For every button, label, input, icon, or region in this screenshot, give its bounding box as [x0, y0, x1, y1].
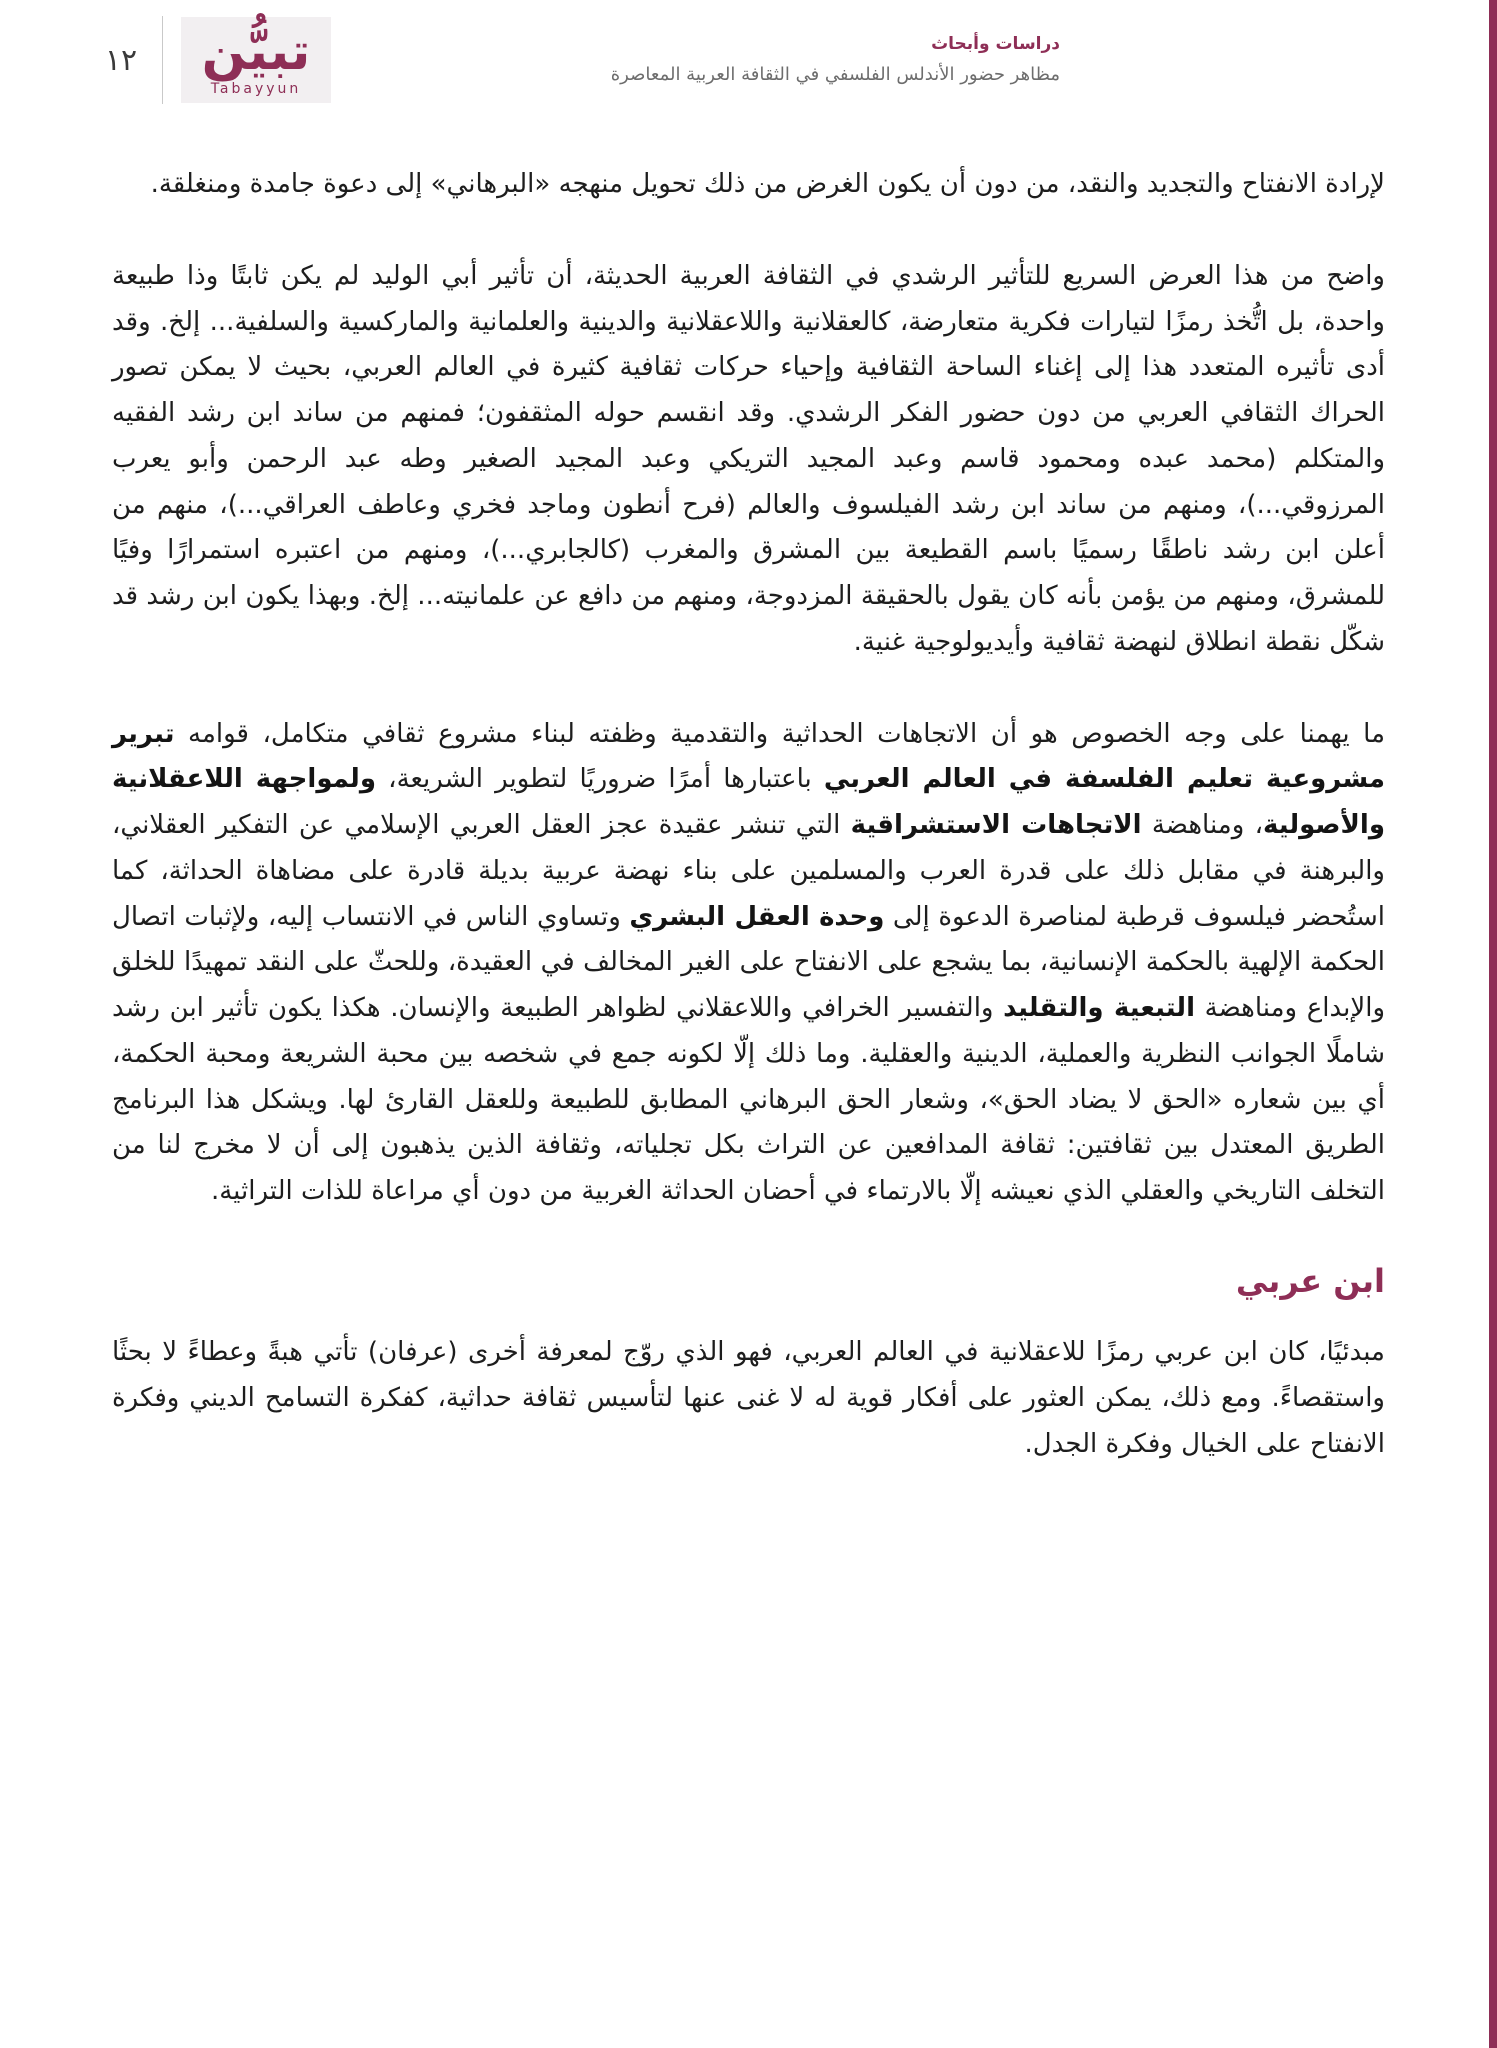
emphasized-text: الاتجاهات الاستشراقية — [850, 810, 1142, 840]
page-edge-accent-bar — [1489, 0, 1497, 2048]
section-heading-ibn-arabi: ابن عربي — [1235, 1261, 1385, 1300]
body-text: لإرادة الانفتاح والتجديد والنقد، من دون أن يكون الغرض من ذلك تحويل منهجه «البرهاني» إلى دعوة جامدة ومنغلقة. — [150, 169, 1385, 199]
section-label: دراسات وأبحاث — [931, 34, 1060, 54]
logo-latin-text: Tabayyun — [210, 81, 302, 98]
paragraph — [112, 162, 1385, 208]
header-left — [98, 16, 331, 104]
emphasized-text: التبعية والتقليد — [1003, 993, 1195, 1023]
journal-logo — [181, 17, 331, 104]
body-text: باعتبارها أمرًا ضروريًا لتطوير الشريعة، — [376, 764, 824, 795]
body-text: مبدئيًا، كان ابن عربي رمزًا للاعقلانية في العالم العربي، فهو الذي روّج لمعرفة أخرى (عرفان) تأتي هبةً وعطاءً لا بحثًا واستقصاءً. ومع ذلك، يمكن العثور على أفكار قوية له لا غنى عنها لتأسيس ثقافة حداثية، كفكرة التسامح الديني وفكرة الانفتاح على الخيال وفكرة الجدل. — [112, 1337, 1385, 1459]
logo-arabic-text: تبيُّن — [201, 21, 311, 82]
article-body — [112, 162, 1385, 1514]
emphasized-text: وحدة العقل البشري — [629, 901, 885, 932]
paragraph — [112, 712, 1385, 1215]
body-text: وتساوي الناس في الانتساب إليه، ولإثبات اتصال الحكمة الإلهية بالحكمة الإنسانية، بما يشجع على الانفتاح على الغير المخالف في العقيدة، وللحثّ على النقد تمهيدًا للخلق والإبداع ومناهضة — [112, 901, 1385, 1023]
body-text: ، ومناهضة — [1141, 810, 1263, 840]
body-text: ما يهمنا على وجه الخصوص هو أن الاتجاهات الحداثية والتقدمية وظفته لبناء مشروع ثقافي متكامل، قوامه — [174, 718, 1385, 749]
body-text: واضح من هذا العرض السريع للتأثير الرشدي في الثقافة العربية الحديثة، أن تأثير أبي الوليد لم يكن ثابتًا وذا طبيعة واحدة، بل اتُّخذ رمزًا لتيارات فكرية متعارضة، كالعقلانية واللاعقلانية والدينية والعلمانية والماركسية والسلفية... إلخ. وقد أدى تأثيره المتعدد هذا إلى إغناء الساحة الثقافية وإحياء حركات ثقافية كثيرة في العالم العربي، بحيث لا يمكن تصور الحراك الثقافي العربي من دون حضور الفكر الرشدي. وقد انقسم حوله المثقفون؛ فمنهم من ساند ابن رشد الفقيه والمتكلم (محمد عبده ومحمود قاسم وعبد المجيد التريكي وعبد المجيد الصغير وطه عبد الرحمن وأبو يعرب المرزوقي...)، ومنهم من ساند ابن رشد الفيلسوف والعالم (فرح أنطون وماجد فخري وعاطف العراقي...)، منهم من أعلن ابن رشد ناطقًا رسميًا باسم القطيعة بين المشرق والمغرب (كالجابري...)، ومنهم من اعتبره استمرارًا وفيًا للمشرق، ومنهم من يؤمن بأنه كان يقول بالحقيقة المزدوجة، ومنهم من دافع عن علمانيته... إلخ. وبهذا يكون ابن رشد قد شكّل نقطة انطلاق لنهضة ثقافية وأيديولوجية غنية. — [112, 260, 1385, 657]
body-text: التي تنشر عقيدة عجز العقل العربي الإسلامي عن التفكير العقلاني، والبرهنة في مقابل ذلك على قدرة العرب والمسلمين على بناء نهضة عربية بديلة قادرة على مضاهاة الحداثة، كما استُحضر فيلسوف قرطبة لمناصرة الدعوة إلى — [112, 810, 1386, 932]
paragraph — [112, 254, 1385, 666]
header-divider — [162, 16, 163, 104]
page-number: ١٢ — [104, 42, 138, 78]
paragraph — [112, 1330, 1385, 1467]
emphasized-text: ولمواجهة اللاعقلانية والأصولية — [112, 764, 1385, 840]
running-head — [611, 34, 1060, 85]
body-text: والتفسير الخرافي واللاعقلاني لظواهر الطبيعة والإنسان. هكذا يكون تأثير ابن رشد شاملًا الجوانب النظرية والعملية، الدينية والعقلية. وما ذلك إلّا لكونه جمع في شخصه بين محبة الشريعة ومحبة الحكمة، أي بين شعاره «الحق لا يضاد الحق»، وشعار الحق البرهاني المطابق للطبيعة وللعقل القارئ لها. ويشكل هذا البرنامج الطريق المعتدل بين ثقافتين: ثقافة المدافعين عن التراث بكل تجلياته، وثقافة الذين يذهبون إلى أن لا مخرج لنا من التخلف التاريخي والعقلي الذي نعيشه إلّا بالارتماء في أحضان الحداثة الغربية من دون أي مراعاة للذات التراثية. — [112, 993, 1385, 1206]
emphasized-text: تبرير مشروعية تعليم الفلسفة في العالم العربي — [112, 718, 1385, 795]
running-title: مظاهر حضور الأندلس الفلسفي في الثقافة العربية المعاصرة — [610, 64, 1060, 85]
